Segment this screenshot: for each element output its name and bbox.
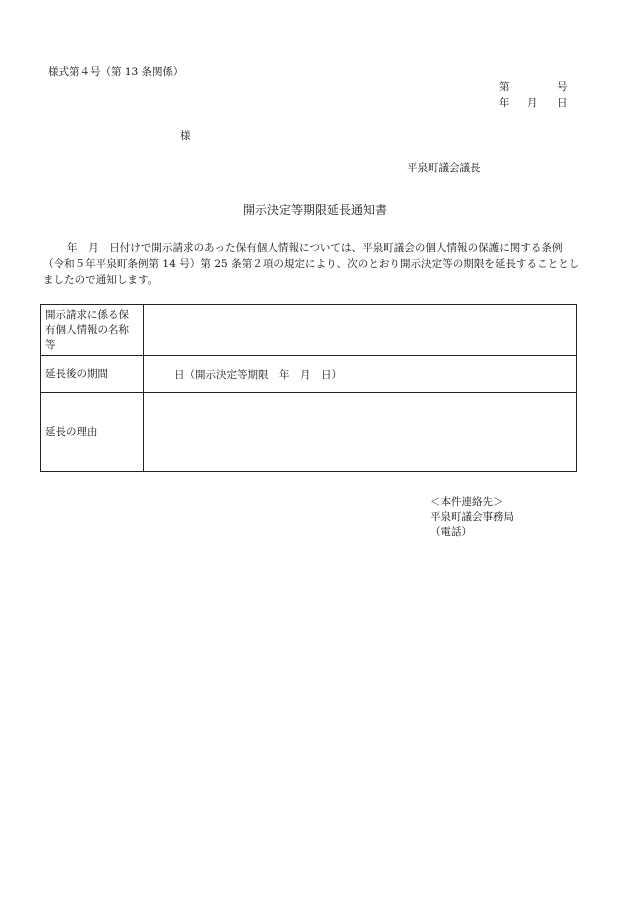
table-row [41,305,577,356]
table-row [41,356,577,393]
contact-office: 平泉町議会事務局 [430,511,514,523]
date-day-label: 日 [557,97,568,109]
row-label-extension-reason: 延長の理由 [41,393,144,472]
body-paragraph: 年 月 日付けで開示請求のあった保有個人情報については、平泉町議会の個人情報の保護に関する条例（令和５年平泉町条例第 14 号）第 25 条第２項の規定により、次のとおり開示決定等の期限を延長することとしましたので通知します。 [43,242,580,286]
table-row [41,393,577,472]
date-year-label: 年 [499,97,510,109]
row-value-extended-period: 日（開示決定等期限 年 月 日） [144,356,577,393]
date-month-label: 月 [527,97,538,109]
row-label-extended-period: 延長後の期間 [41,356,144,393]
sender-name: 平泉町議会議長 [407,162,481,174]
contact-heading: ＜本件連絡先＞ [430,496,504,508]
contact-block [430,495,514,540]
contact-phone: （電話） [430,526,472,538]
row-value-extension-reason [144,393,577,472]
document-number-label: 第 [499,81,510,93]
addressee-honorific: 様 [180,130,191,142]
document-title: 開示決定等期限延長通知書 [242,203,387,217]
form-number: 様式第４号（第 13 条関係） [48,66,184,78]
row-value-info-name [144,305,577,356]
info-table [40,304,577,472]
document-number-suffix: 号 [557,81,568,93]
row-label-info-name: 開示請求に係る保有個人情報の名称等 [41,305,144,356]
